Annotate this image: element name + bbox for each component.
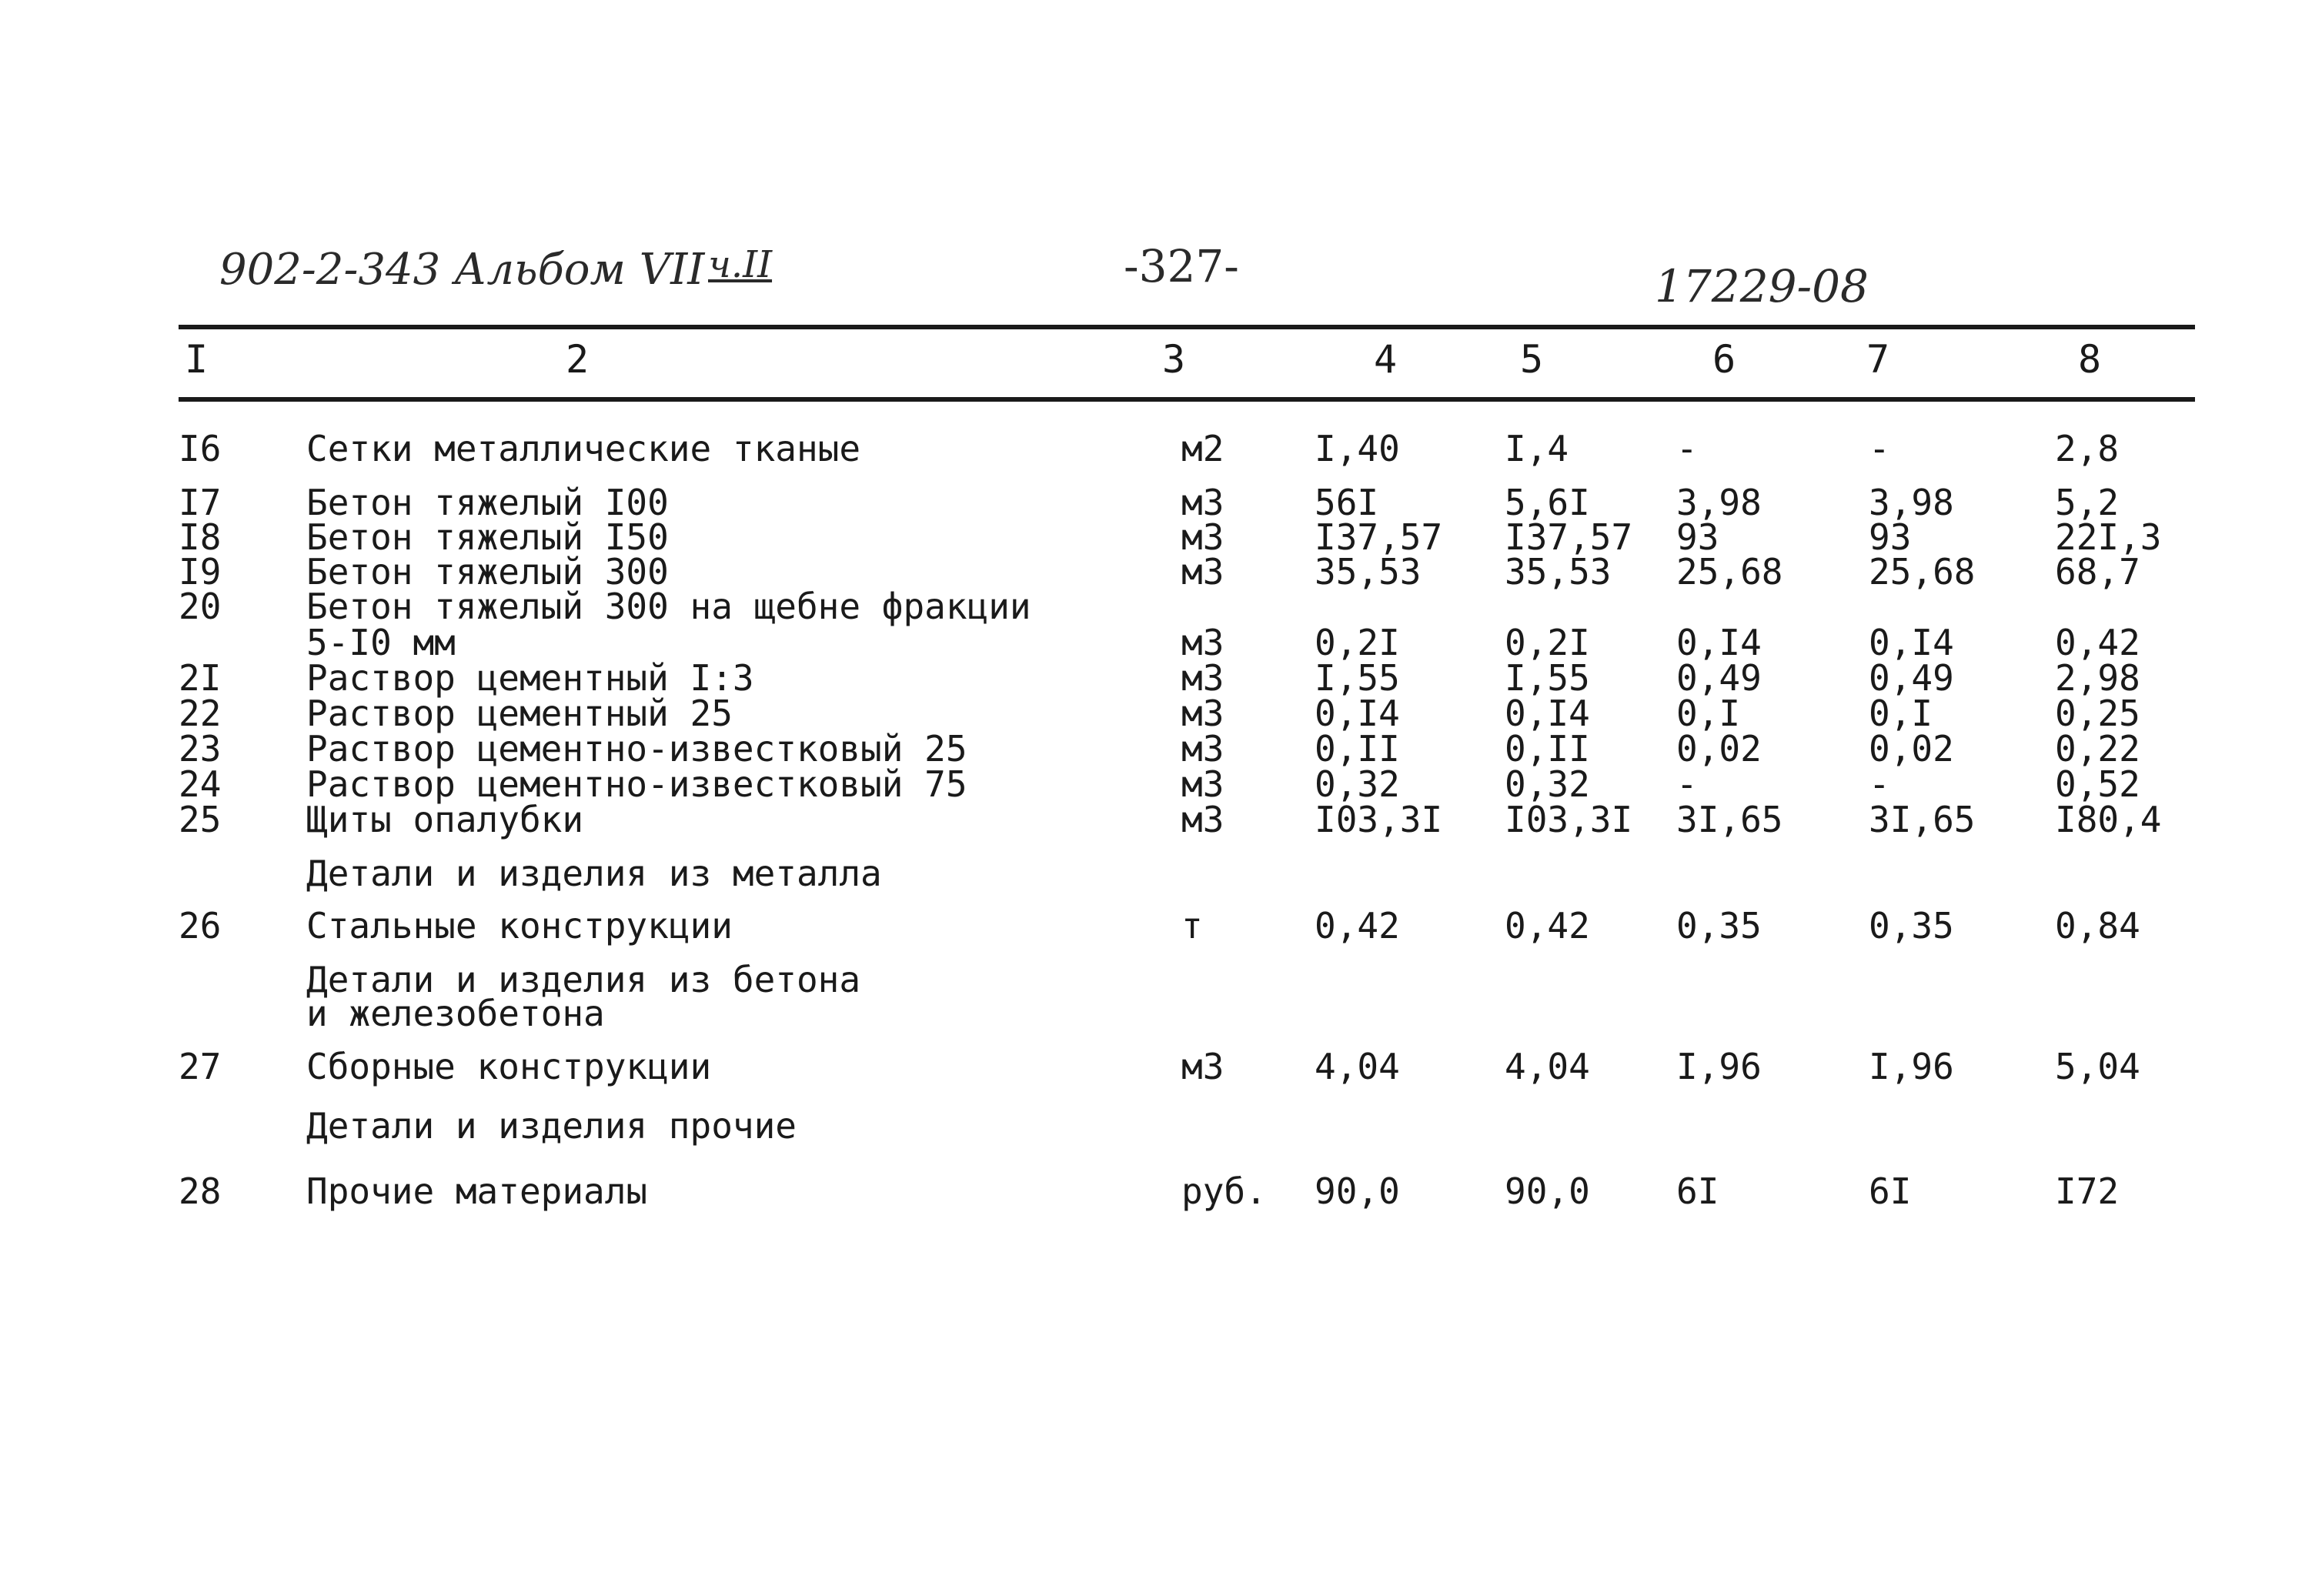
cell-name: и железобетона <box>306 993 605 1034</box>
cell-unit: м3 <box>1181 728 1224 770</box>
cell-c8: 2,8 <box>2055 428 2120 469</box>
cell-c6: 6I <box>1676 1170 1719 1212</box>
cell-name: Раствор цементный I:3 <box>306 657 754 699</box>
cell-c4: 0,32 <box>1315 763 1400 805</box>
cell-c8: 22I,3 <box>2055 516 2162 558</box>
cell-c4: 35,53 <box>1315 551 1422 593</box>
cell-name: Детали и изделия из бетона <box>306 959 861 1000</box>
cell-c4: I03,3I <box>1315 799 1443 840</box>
cell-unit: м3 <box>1181 482 1224 523</box>
cell-c6: I,96 <box>1676 1046 1762 1087</box>
column-header-4: 4 <box>1374 337 1398 382</box>
cell-c7: 3I,65 <box>1869 799 1976 840</box>
cell-name: Стальные конструкции <box>306 905 733 947</box>
cell-c6: 25,68 <box>1676 551 1783 593</box>
cell-c4: 56I <box>1315 482 1379 523</box>
cell-c4: 0,2I <box>1315 622 1400 663</box>
cell-c8: 2,98 <box>2055 657 2140 699</box>
document-code: 17229-08 <box>1655 260 1869 312</box>
cell-no: 28 <box>179 1170 222 1212</box>
cell-no: 22 <box>179 693 222 734</box>
cell-c7: 93 <box>1869 516 1912 558</box>
cell-c4: 0,II <box>1315 728 1400 770</box>
cell-c5: 0,42 <box>1505 905 1590 947</box>
cell-c4: I,40 <box>1315 428 1400 469</box>
cell-c6: 0,I4 <box>1676 622 1762 663</box>
cell-unit: м3 <box>1181 622 1224 663</box>
cell-unit: м3 <box>1181 657 1224 699</box>
cell-c7: 0,35 <box>1869 905 1954 947</box>
cell-c8: 68,7 <box>2055 551 2140 593</box>
cell-c8: 0,25 <box>2055 693 2140 734</box>
cell-c6: 93 <box>1676 516 1719 558</box>
table-top-rule <box>179 325 2195 329</box>
cell-c7: 0,I <box>1869 693 1933 734</box>
cell-c8: I72 <box>2055 1170 2120 1212</box>
cell-name: Детали и изделия из металла <box>306 853 882 894</box>
cell-c5: 5,6I <box>1505 482 1590 523</box>
cell-name: 5-I0 мм <box>306 622 456 663</box>
cell-unit: м3 <box>1181 1046 1224 1087</box>
cell-no: 23 <box>179 728 222 770</box>
cell-c8: 5,2 <box>2055 482 2120 523</box>
cell-c8: 0,22 <box>2055 728 2140 770</box>
cell-c4: 4,04 <box>1315 1046 1400 1087</box>
cell-name: Прочие материалы <box>306 1170 648 1212</box>
cell-name: Раствор цементный 25 <box>306 693 733 734</box>
cell-c7: - <box>1869 763 1890 805</box>
column-header-5: 5 <box>1520 337 1544 382</box>
cell-name: Щиты опалубки <box>306 799 584 840</box>
cell-c8: I80,4 <box>2055 799 2162 840</box>
cell-c6: 0,35 <box>1676 905 1762 947</box>
cell-c7: 6I <box>1869 1170 1912 1212</box>
cell-unit: м3 <box>1181 799 1224 840</box>
album-reference: 902-2-343 Альбом VII <box>219 245 705 295</box>
cell-c4: 90,0 <box>1315 1170 1400 1212</box>
cell-c7: I,96 <box>1869 1046 1954 1087</box>
column-header-6: 6 <box>1712 337 1736 382</box>
cell-c6: 0,02 <box>1676 728 1762 770</box>
cell-name: Сетки металлические тканые <box>306 428 861 469</box>
cell-c7: 0,02 <box>1869 728 1954 770</box>
cell-c8: 0,84 <box>2055 905 2140 947</box>
cell-c5: I,4 <box>1505 428 1569 469</box>
cell-c8: 0,42 <box>2055 622 2140 663</box>
part-label: ч.II <box>708 243 773 286</box>
cell-unit: м3 <box>1181 693 1224 734</box>
cell-name: Бетон тяжелый 300 <box>306 551 669 593</box>
cell-no: 27 <box>179 1046 222 1087</box>
cell-unit: м2 <box>1181 428 1224 469</box>
cell-c5: I37,57 <box>1505 516 1633 558</box>
cell-c6: 0,I <box>1676 693 1741 734</box>
cell-no: 26 <box>179 905 222 947</box>
cell-c6: 0,49 <box>1676 657 1762 699</box>
cell-c8: 0,52 <box>2055 763 2140 805</box>
cell-c4: 0,42 <box>1315 905 1400 947</box>
cell-no: I6 <box>179 428 222 469</box>
cell-c6: - <box>1676 428 1698 469</box>
column-header-1: I <box>185 337 209 382</box>
cell-c5: I03,3I <box>1505 799 1633 840</box>
cell-unit: м3 <box>1181 551 1224 593</box>
cell-c7: 0,I4 <box>1869 622 1954 663</box>
cell-name: Бетон тяжелый I50 <box>306 516 669 558</box>
column-header-3: 3 <box>1162 337 1186 382</box>
cell-c5: 0,I4 <box>1505 693 1590 734</box>
cell-no: I7 <box>179 482 222 523</box>
cell-c5: 0,II <box>1505 728 1590 770</box>
cell-c5: 35,53 <box>1505 551 1612 593</box>
cell-no: 2I <box>179 657 222 699</box>
table-header-rule <box>179 397 2195 402</box>
cell-name: Раствор цементно-известковый 75 <box>306 763 967 805</box>
column-header-8: 8 <box>2078 337 2102 382</box>
cell-name: Раствор цементно-известковый 25 <box>306 728 967 770</box>
cell-c4: I,55 <box>1315 657 1400 699</box>
cell-c4: 0,I4 <box>1315 693 1400 734</box>
cell-no: 25 <box>179 799 222 840</box>
cell-c7: 0,49 <box>1869 657 1954 699</box>
cell-c6: 3,98 <box>1676 482 1762 523</box>
cell-c7: 3,98 <box>1869 482 1954 523</box>
cell-no: I8 <box>179 516 222 558</box>
cell-c5: 4,04 <box>1505 1046 1590 1087</box>
cell-unit: руб. <box>1181 1170 1267 1212</box>
cell-name: Детали и изделия прочие <box>306 1105 797 1147</box>
cell-name: Бетон тяжелый I00 <box>306 482 669 523</box>
cell-unit: м3 <box>1181 763 1224 805</box>
cell-unit: м3 <box>1181 516 1224 558</box>
cell-c8: 5,04 <box>2055 1046 2140 1087</box>
cell-name: Сборные конструкции <box>306 1046 712 1087</box>
cell-c5: 0,32 <box>1505 763 1590 805</box>
cell-no: I9 <box>179 551 222 593</box>
page-number: -327- <box>1124 240 1239 292</box>
cell-c5: I,55 <box>1505 657 1590 699</box>
cell-c7: 25,68 <box>1869 551 1976 593</box>
cell-c5: 90,0 <box>1505 1170 1590 1212</box>
cell-c7: - <box>1869 428 1890 469</box>
cell-no: 20 <box>179 586 222 627</box>
cell-name: Бетон тяжелый 300 на щебне фракции <box>306 586 1031 627</box>
cell-c5: 0,2I <box>1505 622 1590 663</box>
cell-no: 24 <box>179 763 222 805</box>
cell-c4: I37,57 <box>1315 516 1443 558</box>
column-header-7: 7 <box>1866 337 1890 382</box>
cell-c6: 3I,65 <box>1676 799 1783 840</box>
column-header-2: 2 <box>566 337 590 382</box>
cell-c6: - <box>1676 763 1698 805</box>
cell-unit: т <box>1181 905 1203 947</box>
